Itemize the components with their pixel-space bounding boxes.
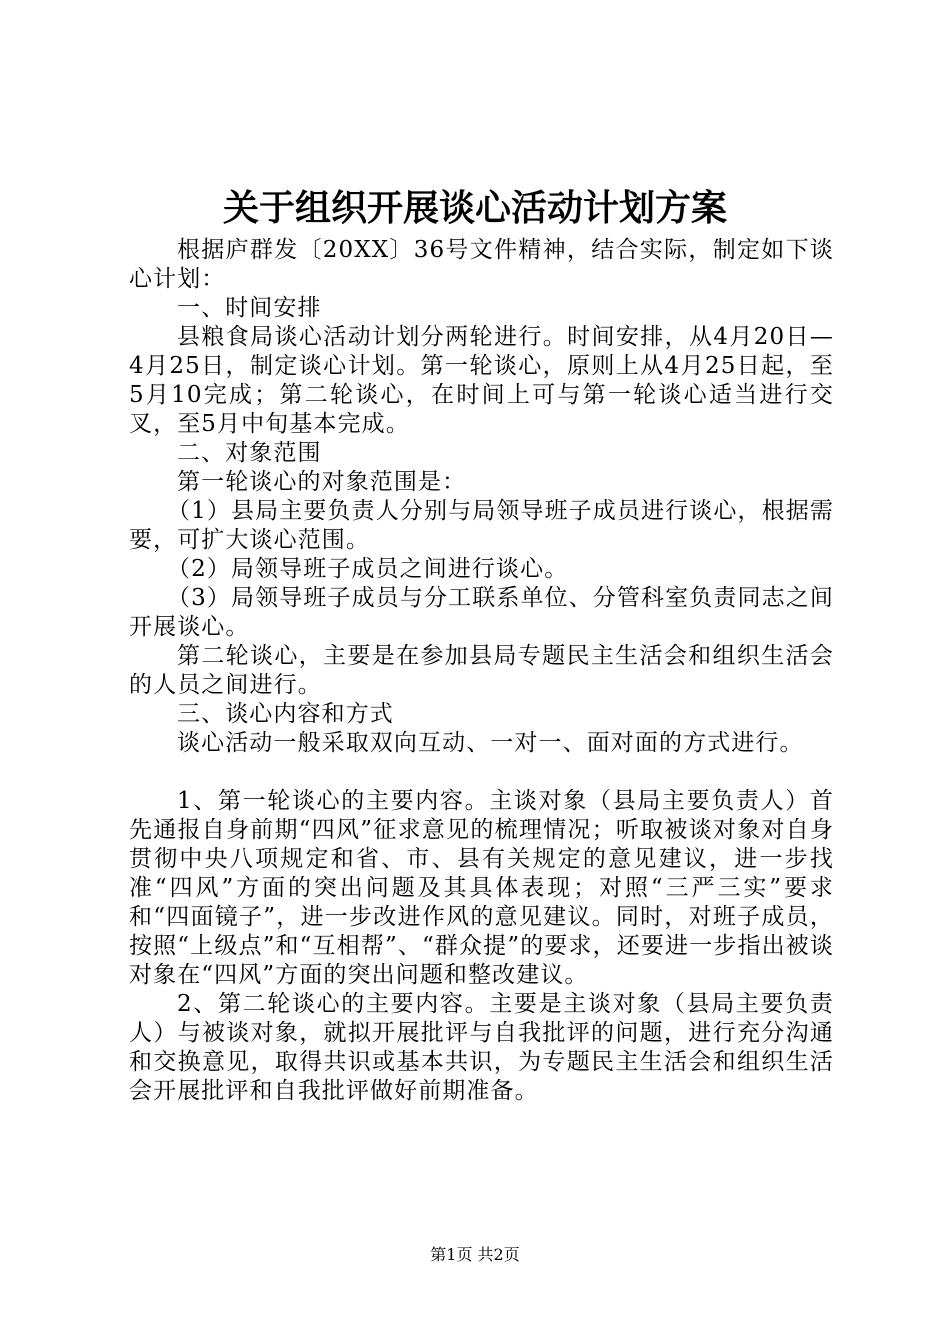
paragraph-scope-intro: 第一轮谈心的对象范围是： <box>177 469 467 495</box>
section-heading-time: 一、时间安排 <box>177 295 322 321</box>
section-heading-scope: 二、对象范围 <box>177 440 322 466</box>
page-footer: 第1页 共2页 <box>430 1245 520 1264</box>
paragraph-time-arrangement: 县粮食局谈心活动计划分两轮进行。时间安排，从4月20日—4月25日，制定谈心计划。第一轮谈心，原则上从4月25日起，至5月10完成；第二轮谈心，在时间上可与第一轮谈心适当进行交叉，至5月中旬基本完成。 <box>129 324 834 437</box>
section-heading-content: 三、谈心内容和方式 <box>177 701 394 727</box>
list-item-scope-1: （1）县局主要负责人分别与局领导班子成员进行谈心，根据需要，可扩大谈心范围。 <box>129 498 834 553</box>
paragraph-intro: 根据庐群发〔20XX〕36号文件精神，结合实际，制定如下谈心计划： <box>129 237 834 292</box>
document-body <box>129 236 834 1106</box>
list-item-scope-2: （2）局领导班子成员之间进行谈心。 <box>167 556 569 582</box>
paragraph-first-round-content: 1、第一轮谈心的主要内容。主谈对象（县局主要负责人）首先通报自身前期“四风”征求意见的梳理情况；听取被谈对象对自身贯彻中央八项规定和省、市、县有关规定的意见建议，进一步找准“四风”方面的突出问题及其具体表现；对照“三严三实”要求和“四面镜子”，进一步改进作风的意见建议。同时，对班子成员，按照“上级点”和“互相帮”、“群众提”的要求，还要进一步指出被谈对象在“四风”方面的突出问题和整改建议。 <box>129 788 834 988</box>
paragraph-second-round-content: 2、第二轮谈心的主要内容。主要是主谈对象（县局主要负责人）与被谈对象，就拟开展批评与自我批评的问题，进行充分沟通和交换意见，取得共识或基本共识，为专题民主生活会和组织生活会开展批评和自我批评做好前期准备。 <box>129 991 834 1104</box>
paragraph-second-round: 第二轮谈心，主要是在参加县局专题民主生活会和组织生活会的人员之间进行。 <box>129 643 834 698</box>
paragraph-method: 谈心活动一般采取双向互动、一对一、面对面的方式进行。 <box>177 730 804 756</box>
document-title: 关于组织开展谈心活动计划方案 <box>222 187 727 229</box>
list-item-scope-3: （3）局领导班子成员与分工联系单位、分管科室负责同志之间开展谈心。 <box>129 585 834 640</box>
